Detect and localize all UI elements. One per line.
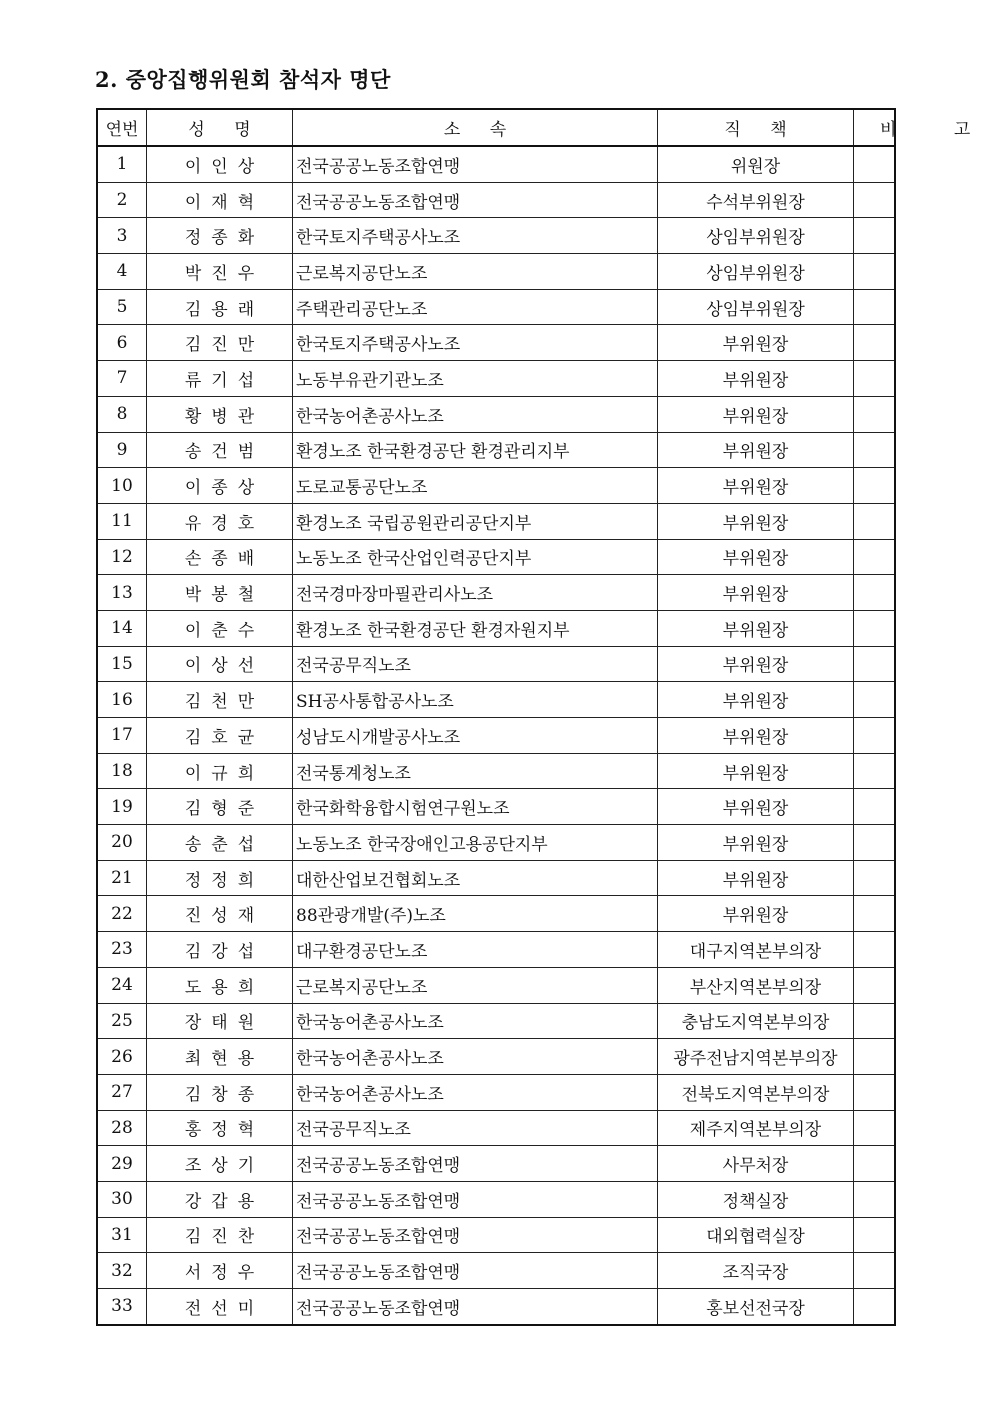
cell-name: 이춘수 xyxy=(147,610,293,646)
cell-affiliation: 환경노조 한국환경공단 환경관리지부 xyxy=(293,432,658,468)
cell-number: 22 xyxy=(97,896,147,932)
table-row xyxy=(97,860,895,896)
cell-name: 송건범 xyxy=(147,432,293,468)
cell-affiliation: 환경노조 한국환경공단 환경자원지부 xyxy=(293,610,658,646)
table-row xyxy=(97,1217,895,1253)
cell-affiliation: 성남도시개발공사노조 xyxy=(293,718,658,754)
cell-name: 박진우 xyxy=(147,254,293,290)
cell-affiliation: 전국경마장마필관리사노조 xyxy=(293,575,658,611)
cell-affiliation: 전국통계청노조 xyxy=(293,753,658,789)
cell-name: 정종화 xyxy=(147,218,293,254)
table-row xyxy=(97,610,895,646)
table-row xyxy=(97,396,895,432)
cell-note xyxy=(854,1039,896,1075)
table-row xyxy=(97,254,895,290)
cell-position: 부위원장 xyxy=(658,646,854,682)
cell-number: 10 xyxy=(97,468,147,504)
header-name: 성 명 xyxy=(147,109,293,146)
table-row xyxy=(97,789,895,825)
header-note: 비 고 xyxy=(854,109,896,146)
cell-note xyxy=(854,254,896,290)
cell-name: 도용희 xyxy=(147,967,293,1003)
cell-affiliation: 전국공공노동조합연맹 xyxy=(293,1253,658,1289)
cell-note xyxy=(854,789,896,825)
cell-affiliation: 근로복지공단노조 xyxy=(293,254,658,290)
cell-position: 상임부위원장 xyxy=(658,289,854,325)
cell-affiliation: 전국공무직노조 xyxy=(293,1110,658,1146)
cell-note xyxy=(854,575,896,611)
cell-affiliation: 전국공공노동조합연맹 xyxy=(293,182,658,218)
cell-affiliation: 대한산업보건협회노조 xyxy=(293,860,658,896)
cell-position: 전북도지역본부의장 xyxy=(658,1074,854,1110)
cell-number: 13 xyxy=(97,575,147,611)
cell-position: 부위원장 xyxy=(658,575,854,611)
cell-name: 이인상 xyxy=(147,146,293,182)
cell-note xyxy=(854,1146,896,1182)
header-row xyxy=(97,109,895,146)
table-row xyxy=(97,1003,895,1039)
cell-affiliation: 전국공공노동조합연맹 xyxy=(293,1181,658,1217)
cell-note xyxy=(854,432,896,468)
cell-position: 충남도지역본부의장 xyxy=(658,1003,854,1039)
table-body xyxy=(97,146,895,1325)
cell-position: 부위원장 xyxy=(658,325,854,361)
cell-note xyxy=(854,932,896,968)
cell-position: 조직국장 xyxy=(658,1253,854,1289)
cell-position: 제주지역본부의장 xyxy=(658,1110,854,1146)
table-row xyxy=(97,146,895,182)
cell-name: 전선미 xyxy=(147,1289,293,1325)
cell-affiliation: 전국공공노동조합연맹 xyxy=(293,1146,658,1182)
cell-affiliation: 전국공공노동조합연맹 xyxy=(293,146,658,182)
cell-position: 수석부위원장 xyxy=(658,182,854,218)
cell-note xyxy=(854,218,896,254)
cell-position: 대외협력실장 xyxy=(658,1217,854,1253)
table-row xyxy=(97,575,895,611)
cell-position: 정책실장 xyxy=(658,1181,854,1217)
cell-name: 송춘섭 xyxy=(147,825,293,861)
cell-position: 부위원장 xyxy=(658,860,854,896)
cell-number: 14 xyxy=(97,610,147,646)
cell-number: 33 xyxy=(97,1289,147,1325)
table-row xyxy=(97,932,895,968)
cell-number: 26 xyxy=(97,1039,147,1075)
cell-position: 부위원장 xyxy=(658,825,854,861)
cell-number: 23 xyxy=(97,932,147,968)
table-row xyxy=(97,718,895,754)
cell-name: 김진만 xyxy=(147,325,293,361)
cell-name: 서정우 xyxy=(147,1253,293,1289)
cell-note xyxy=(854,468,896,504)
cell-note xyxy=(854,646,896,682)
cell-name: 정정희 xyxy=(147,860,293,896)
cell-name: 류기섭 xyxy=(147,361,293,397)
cell-affiliation: 주택관리공단노조 xyxy=(293,289,658,325)
table-row xyxy=(97,1289,895,1325)
cell-note xyxy=(854,289,896,325)
cell-name: 김진찬 xyxy=(147,1217,293,1253)
table-row xyxy=(97,1074,895,1110)
cell-affiliation: 노동부유관기관노조 xyxy=(293,361,658,397)
cell-number: 30 xyxy=(97,1181,147,1217)
cell-note xyxy=(854,967,896,1003)
cell-note xyxy=(854,1253,896,1289)
cell-position: 광주전남지역본부의장 xyxy=(658,1039,854,1075)
cell-note xyxy=(854,860,896,896)
cell-position: 상임부위원장 xyxy=(658,218,854,254)
cell-number: 1 xyxy=(97,146,147,182)
header-affiliation: 소 속 xyxy=(293,109,658,146)
cell-note xyxy=(854,682,896,718)
table-row xyxy=(97,503,895,539)
cell-affiliation: 전국공공노동조합연맹 xyxy=(293,1289,658,1325)
cell-affiliation: 한국토지주택공사노조 xyxy=(293,218,658,254)
cell-note xyxy=(854,1110,896,1146)
cell-name: 김창종 xyxy=(147,1074,293,1110)
cell-note xyxy=(854,1074,896,1110)
table-row xyxy=(97,967,895,1003)
cell-number: 12 xyxy=(97,539,147,575)
cell-affiliation: 한국화학융합시험연구원노조 xyxy=(293,789,658,825)
cell-name: 이규희 xyxy=(147,753,293,789)
cell-name: 홍정혁 xyxy=(147,1110,293,1146)
cell-note xyxy=(854,1217,896,1253)
cell-position: 상임부위원장 xyxy=(658,254,854,290)
table-header xyxy=(97,109,996,146)
cell-name: 김용래 xyxy=(147,289,293,325)
cell-number: 9 xyxy=(97,432,147,468)
cell-name: 김형준 xyxy=(147,789,293,825)
cell-position: 부위원장 xyxy=(658,432,854,468)
cell-affiliation: 한국농어촌공사노조 xyxy=(293,1039,658,1075)
cell-number: 4 xyxy=(97,254,147,290)
header-number: 연번 xyxy=(97,109,147,146)
table-row xyxy=(97,289,895,325)
cell-position: 부위원장 xyxy=(658,718,854,754)
cell-name: 황병관 xyxy=(147,396,293,432)
table-row xyxy=(97,325,895,361)
cell-number: 17 xyxy=(97,718,147,754)
cell-number: 15 xyxy=(97,646,147,682)
cell-position: 부위원장 xyxy=(658,361,854,397)
header-position: 직 책 xyxy=(658,109,854,146)
cell-number: 19 xyxy=(97,789,147,825)
cell-number: 16 xyxy=(97,682,147,718)
cell-affiliation: 한국농어촌공사노조 xyxy=(293,1003,658,1039)
cell-position: 부위원장 xyxy=(658,789,854,825)
cell-position: 부위원장 xyxy=(658,468,854,504)
cell-number: 18 xyxy=(97,753,147,789)
table-row xyxy=(97,682,895,718)
cell-affiliation: 환경노조 국립공원관리공단지부 xyxy=(293,503,658,539)
cell-note xyxy=(854,146,896,182)
cell-name: 장태원 xyxy=(147,1003,293,1039)
cell-affiliation: 한국농어촌공사노조 xyxy=(293,1074,658,1110)
cell-number: 2 xyxy=(97,182,147,218)
cell-number: 11 xyxy=(97,503,147,539)
cell-name: 김천만 xyxy=(147,682,293,718)
cell-number: 7 xyxy=(97,361,147,397)
cell-affiliation: 근로복지공단노조 xyxy=(293,967,658,1003)
cell-note xyxy=(854,325,896,361)
cell-name: 강갑용 xyxy=(147,1181,293,1217)
cell-number: 32 xyxy=(97,1253,147,1289)
table-row xyxy=(97,468,895,504)
cell-position: 대구지역본부의장 xyxy=(658,932,854,968)
cell-name: 이상선 xyxy=(147,646,293,682)
attendee-table xyxy=(96,108,996,1326)
table-row xyxy=(97,1110,895,1146)
cell-affiliation: SH공사통합공사노조 xyxy=(293,682,658,718)
table-row xyxy=(97,825,895,861)
cell-position: 부위원장 xyxy=(658,896,854,932)
cell-name: 김호균 xyxy=(147,718,293,754)
cell-number: 28 xyxy=(97,1110,147,1146)
table-row xyxy=(97,1039,895,1075)
cell-note xyxy=(854,718,896,754)
cell-note xyxy=(854,503,896,539)
table-row xyxy=(97,753,895,789)
cell-number: 24 xyxy=(97,967,147,1003)
cell-name: 유경호 xyxy=(147,503,293,539)
cell-number: 21 xyxy=(97,860,147,896)
cell-name: 박봉철 xyxy=(147,575,293,611)
cell-affiliation: 전국공무직노조 xyxy=(293,646,658,682)
cell-position: 부위원장 xyxy=(658,503,854,539)
cell-affiliation: 도로교통공단노조 xyxy=(293,468,658,504)
cell-note xyxy=(854,753,896,789)
cell-name: 진성재 xyxy=(147,896,293,932)
table-row xyxy=(97,539,895,575)
cell-note xyxy=(854,825,896,861)
cell-note xyxy=(854,896,896,932)
table-row xyxy=(97,1181,895,1217)
cell-number: 29 xyxy=(97,1146,147,1182)
cell-note xyxy=(854,396,896,432)
cell-number: 6 xyxy=(97,325,147,361)
cell-affiliation: 노동노조 한국장애인고용공단지부 xyxy=(293,825,658,861)
cell-name: 손종배 xyxy=(147,539,293,575)
cell-number: 3 xyxy=(97,218,147,254)
table-row xyxy=(97,1146,895,1182)
cell-name: 이종상 xyxy=(147,468,293,504)
cell-name: 최현용 xyxy=(147,1039,293,1075)
cell-number: 25 xyxy=(97,1003,147,1039)
cell-affiliation: 한국농어촌공사노조 xyxy=(293,396,658,432)
table-row xyxy=(97,1253,895,1289)
table-row xyxy=(97,432,895,468)
table-row xyxy=(97,646,895,682)
cell-affiliation: 한국토지주택공사노조 xyxy=(293,325,658,361)
cell-name: 이재혁 xyxy=(147,182,293,218)
cell-number: 8 xyxy=(97,396,147,432)
cell-position: 부위원장 xyxy=(658,610,854,646)
table-row xyxy=(97,218,895,254)
table-row xyxy=(97,182,895,218)
cell-affiliation: 88관광개발(주)노조 xyxy=(293,896,658,932)
cell-name: 김강섭 xyxy=(147,932,293,968)
cell-note xyxy=(854,610,896,646)
cell-affiliation: 노동노조 한국산업인력공단지부 xyxy=(293,539,658,575)
cell-position: 부위원장 xyxy=(658,753,854,789)
cell-number: 27 xyxy=(97,1074,147,1110)
cell-position: 부위원장 xyxy=(658,539,854,575)
cell-note xyxy=(854,539,896,575)
cell-number: 31 xyxy=(97,1217,147,1253)
cell-note xyxy=(854,182,896,218)
cell-position: 부위원장 xyxy=(658,682,854,718)
cell-position: 부위원장 xyxy=(658,396,854,432)
cell-position: 위원장 xyxy=(658,146,854,182)
cell-affiliation: 대구환경공단노조 xyxy=(293,932,658,968)
cell-number: 20 xyxy=(97,825,147,861)
table-row xyxy=(97,361,895,397)
cell-number: 5 xyxy=(97,289,147,325)
cell-note xyxy=(854,1003,896,1039)
cell-position: 홍보선전국장 xyxy=(658,1289,854,1325)
cell-position: 부산지역본부의장 xyxy=(658,967,854,1003)
cell-affiliation: 전국공공노동조합연맹 xyxy=(293,1217,658,1253)
table-row xyxy=(97,896,895,932)
cell-name: 조상기 xyxy=(147,1146,293,1182)
cell-note xyxy=(854,1289,896,1325)
cell-note xyxy=(854,361,896,397)
cell-note xyxy=(854,1181,896,1217)
page-title: 2. 중앙집행위원회 참석자 명단 xyxy=(95,67,391,92)
cell-position: 사무처장 xyxy=(658,1146,854,1182)
